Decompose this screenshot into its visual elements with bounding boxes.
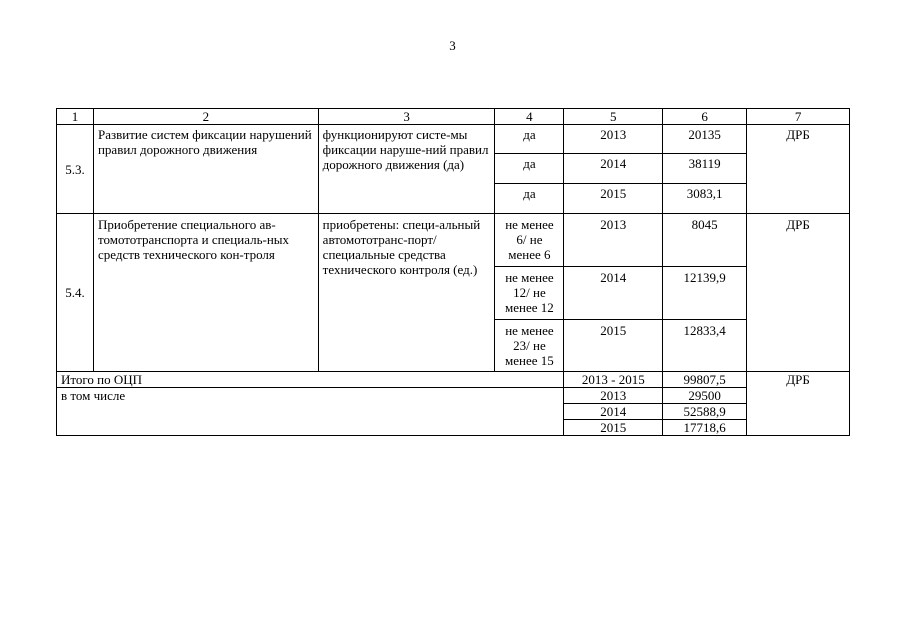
total-row [57, 372, 850, 388]
year-cell: 2013 [564, 125, 663, 154]
indicator-value: не менее 6/ не менее 6 [495, 214, 564, 267]
amount-cell: 38119 [663, 154, 747, 184]
including-label: в том числе [57, 388, 564, 436]
year-cell: 2013 [564, 388, 663, 404]
total-period: 2013 - 2015 [564, 372, 663, 388]
indicator-cell: приобретены: специ-альный автомототранс-порт/ специальные средства технического контроля (ед.) [318, 214, 495, 372]
row-number: 5.3. [57, 125, 94, 214]
amount-cell: 12139,9 [663, 267, 747, 320]
total-amount: 99807,5 [663, 372, 747, 388]
indicator-value: да [495, 154, 564, 184]
year-cell: 2014 [564, 404, 663, 420]
indicator-cell: функционируют систе-мы фиксации наруше-ний правил дорожного движения (да) [318, 125, 495, 214]
total-source: ДРБ [747, 372, 850, 436]
year-cell: 2015 [564, 420, 663, 436]
amount-cell: 3083,1 [663, 184, 747, 214]
total-label: Итого по ОЦП [57, 372, 564, 388]
table-row [57, 214, 850, 267]
table-row [57, 125, 850, 154]
amount-cell: 20135 [663, 125, 747, 154]
year-cell: 2014 [564, 154, 663, 184]
year-cell: 2013 [564, 214, 663, 267]
program-table [56, 108, 850, 436]
header-cell: 5 [564, 109, 663, 125]
year-cell: 2015 [564, 184, 663, 214]
amount-cell: 52588,9 [663, 404, 747, 420]
header-cell: 6 [663, 109, 747, 125]
year-cell: 2014 [564, 267, 663, 320]
activity-cell: Приобретение специального ав-томототранспорта и специаль-ных средств технического кон-троля [93, 214, 318, 372]
indicator-value: не менее 12/ не менее 12 [495, 267, 564, 320]
amount-cell: 8045 [663, 214, 747, 267]
row-number: 5.4. [57, 214, 94, 372]
indicator-value: не менее 23/ не менее 15 [495, 320, 564, 372]
amount-cell: 12833,4 [663, 320, 747, 372]
header-cell: 1 [57, 109, 94, 125]
total-year-row [57, 388, 850, 404]
year-cell: 2015 [564, 320, 663, 372]
indicator-value: да [495, 184, 564, 214]
activity-cell: Развитие систем фиксации нарушений правил дорожного движения [93, 125, 318, 214]
amount-cell: 17718,6 [663, 420, 747, 436]
header-cell: 2 [93, 109, 318, 125]
source-cell: ДРБ [747, 125, 850, 214]
amount-cell: 29500 [663, 388, 747, 404]
page-number: 3 [449, 38, 456, 53]
header-row [57, 109, 850, 125]
source-cell: ДРБ [747, 214, 850, 372]
header-cell: 4 [495, 109, 564, 125]
indicator-value: да [495, 125, 564, 154]
header-cell: 7 [747, 109, 850, 125]
header-cell: 3 [318, 109, 495, 125]
